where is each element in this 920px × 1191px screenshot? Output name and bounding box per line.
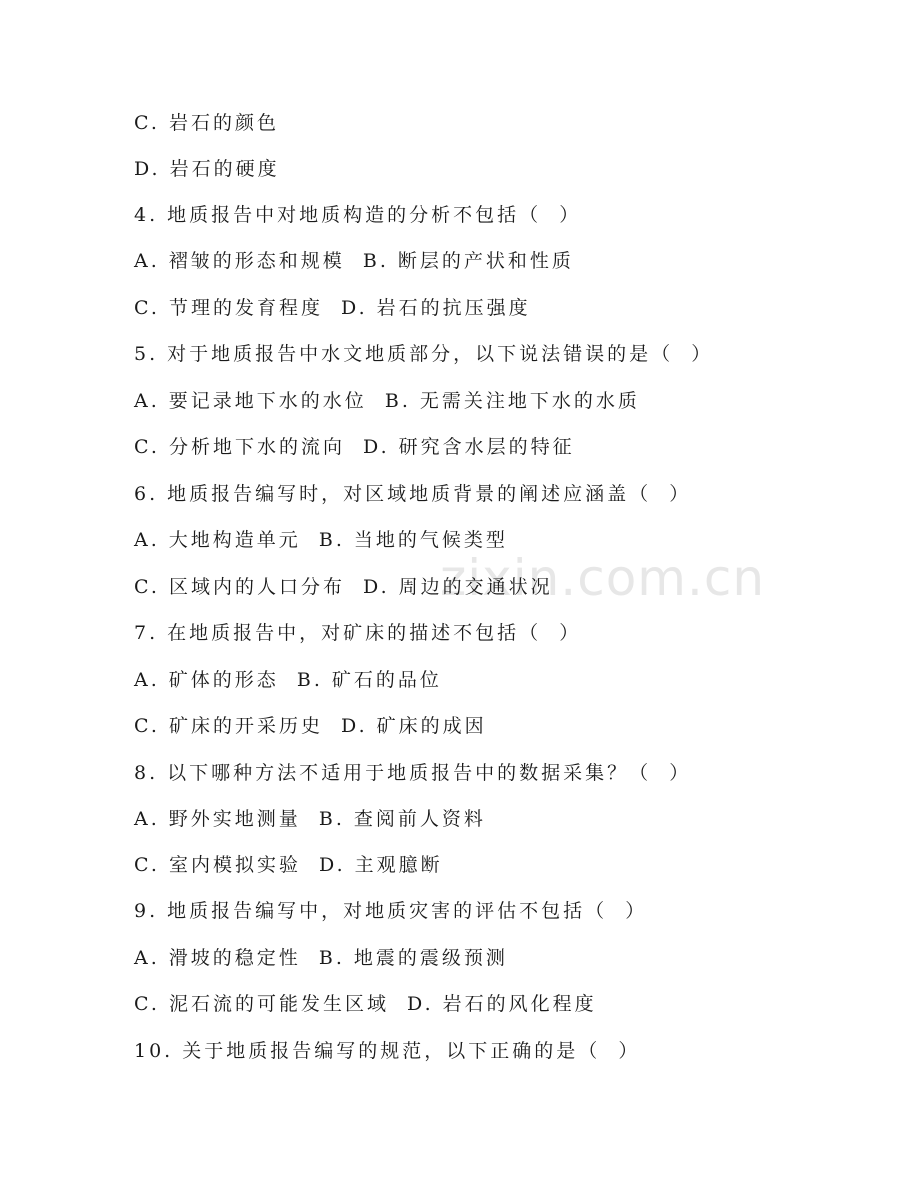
option-line: C. 节理的发育程度 D. 岩石的抗压强度 xyxy=(134,297,531,319)
watermark: zixin.com.cn xyxy=(440,549,766,607)
question-line: 8. 以下哪种方法不适用于地质报告中的数据采集？（ ） xyxy=(134,762,692,784)
question-line: 9. 地质报告编写中，对地质灾害的评估不包括（ ） xyxy=(134,900,648,922)
option-line: D. 岩石的硬度 xyxy=(134,158,280,180)
option-line: C. 泥石流的可能发生区域 D. 岩石的风化程度 xyxy=(134,993,597,1015)
question-line: 5. 对于地质报告中水文地质部分，以下说法错误的是（ ） xyxy=(134,343,714,365)
option-line: A. 矿体的形态 B. 矿石的品位 xyxy=(134,669,442,691)
option-line: C. 分析地下水的流向 D. 研究含水层的特征 xyxy=(134,436,575,458)
option-line: C. 区域内的人口分布 D. 周边的交通状况 xyxy=(134,576,553,598)
option-line: A. 要记录地下水的水位 B. 无需关注地下水的水质 xyxy=(134,390,640,412)
option-line: A. 滑坡的稳定性 B. 地震的震级预测 xyxy=(134,947,508,969)
option-line: C. 矿床的开采历史 D. 矿床的成因 xyxy=(134,715,487,737)
option-line: C. 室内模拟实验 D. 主观臆断 xyxy=(134,854,443,876)
option-line: A. 褶皱的形态和规模 B. 断层的产状和性质 xyxy=(134,250,574,272)
question-line: 6. 地质报告编写时，对区域地质背景的阐述应涵盖（ ） xyxy=(134,483,692,505)
option-line: A. 大地构造单元 B. 当地的气候类型 xyxy=(134,529,508,551)
question-line: 10. 关于地质报告编写的规范，以下正确的是（ ） xyxy=(134,1040,641,1062)
question-line: 7. 在地质报告中，对矿床的描述不包括（ ） xyxy=(134,622,582,644)
option-line: C. 岩石的颜色 xyxy=(134,112,279,134)
option-line: A. 野外实地测量 B. 查阅前人资料 xyxy=(134,808,486,830)
question-line: 4. 地质报告中对地质构造的分析不包括（ ） xyxy=(134,204,582,226)
